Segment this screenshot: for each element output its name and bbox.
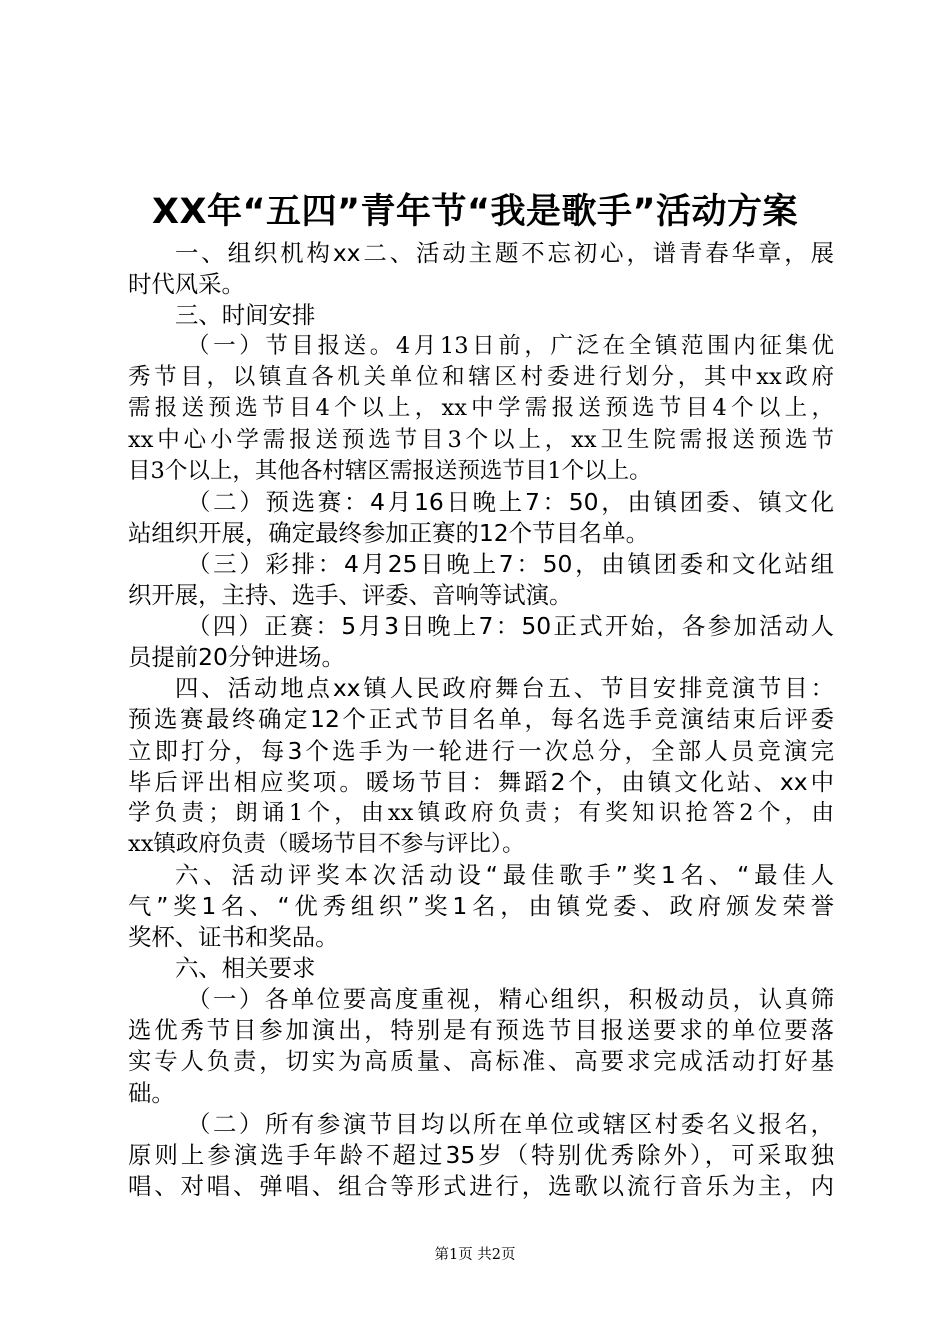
body-line: 秀节目，以镇直各机关单位和辖区村委进行划分，其中xx政府 — [128, 364, 834, 391]
body-line: 三、时间安排 — [175, 301, 316, 330]
page-footer: 第1页 共2页 — [434, 1247, 516, 1263]
body-line: 奖杯、证书和奖品。 — [128, 923, 339, 952]
body-line: （二）预选赛：4月16日晚上7：50，由镇团委、镇文化 — [187, 487, 834, 516]
body-line: 础。 — [128, 1078, 175, 1107]
body-line: 员提前20分钟进场。 — [128, 643, 345, 672]
body-line: 时代风采。 — [128, 270, 245, 299]
body-line: 选优秀节目参加演出，特别是有预选节目报送要求的单位要落 — [128, 1016, 834, 1045]
body-line: 唱、对唱、弹唱、组合等形式进行，选歌以流行音乐为主，内 — [128, 1171, 834, 1200]
body-line: （一）各单位要高度重视，精心组织，积极动员，认真筛 — [187, 985, 834, 1014]
body-line: 六、相关要求 — [175, 954, 316, 983]
body-line: （二）所有参演节目均以所在单位或辖区村委名义报名， — [187, 1109, 834, 1138]
body-line: 实专人负责，切实为高质量、高标准、高要求完成活动打好基 — [128, 1047, 834, 1076]
body-line: 预选赛最终确定12个正式节目名单，每名选手竞演结束后评委 — [128, 705, 834, 734]
body-line: 一、组织机构xx二、活动主题不忘初心，谱青春华章，展 — [175, 239, 834, 267]
body-line: 织开展，主持、选手、评委、音响等试演。 — [128, 581, 573, 610]
body-line: （三）彩排：4月25日晚上7：50，由镇团委和文化站组 — [187, 549, 834, 578]
body-line: （四）正赛：5月3日晚上7：50正式开始，各参加活动人 — [187, 612, 834, 641]
body-line: 四、活动地点xx镇人民政府舞台五、节目安排竞演节目： — [175, 674, 834, 703]
body-line: 需报送预选节目4个以上，xx中学需报送预选节目4个以上， — [128, 395, 834, 422]
body-line: （一）节目报送。4月13日前，广泛在全镇范围内征集优 — [187, 333, 834, 360]
body-line: 学负责；朗诵1个，由xx镇政府负责；有奖知识抢答2个，由 — [128, 799, 834, 826]
body-line: 气”奖1名、“优秀组织”奖1名，由镇党委、政府颁发荣誉 — [128, 891, 834, 920]
body-line: 毕后评出相应奖项。暖场节目：舞蹈2个，由镇文化站、xx中 — [128, 767, 834, 796]
body-line: 六、活动评奖本次活动设“最佳歌手”奖1名、“最佳人 — [175, 860, 834, 889]
body-line: 原则上参演选手年龄不超过35岁（特别优秀除外），可采取独 — [128, 1140, 834, 1169]
document-body — [128, 238, 834, 1202]
body-line: xx镇政府负责（暖场节目不参与评比）。 — [128, 830, 525, 857]
body-line: 立即打分，每3个选手为一轮进行一次总分，全部人员竞演完 — [128, 736, 834, 765]
body-line: 目3个以上，其他各村辖区需报送预选节目1个以上。 — [128, 457, 652, 484]
body-line: xx中心小学需报送预选节目3个以上，xx卫生院需报送预选节 — [128, 426, 834, 453]
document-title: XX年“五四”青年节“我是歌手”活动方案 — [152, 192, 798, 232]
body-line: 站组织开展，确定最终参加正赛的12个节目名单。 — [128, 518, 649, 547]
